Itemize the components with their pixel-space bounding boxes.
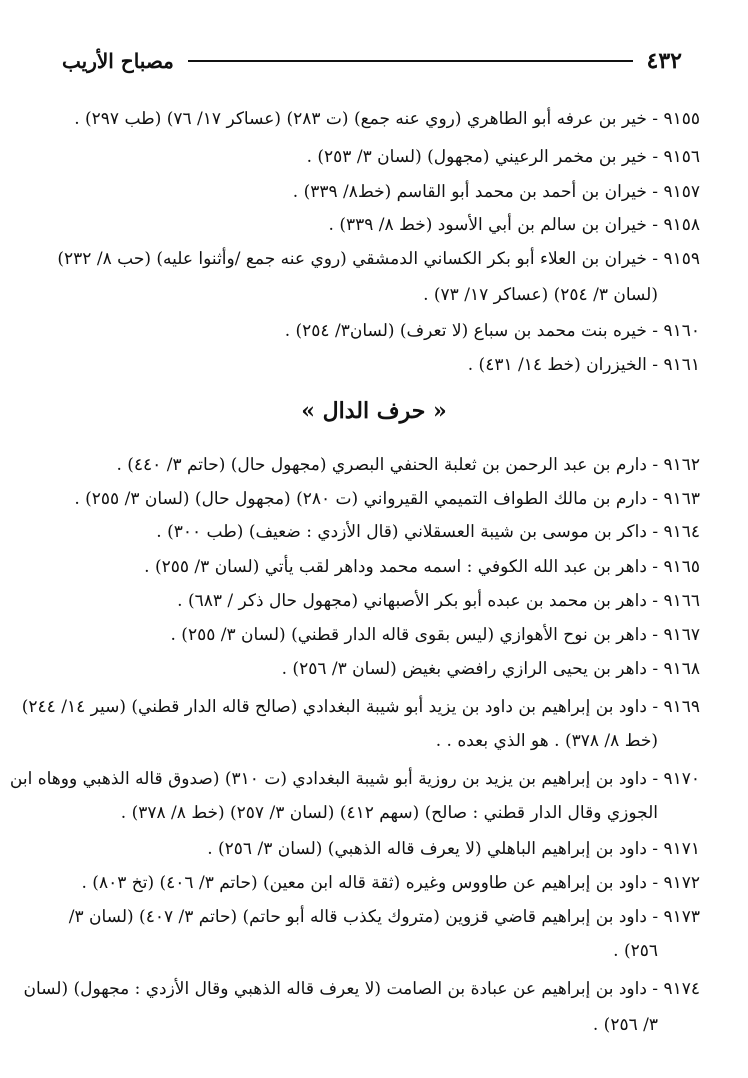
entry-9166: ٩١٦٦ - داهر بن محمد بن عبده أبو بكر الأصبهاني (مجهول حال ذكر / ٦٨٣) . <box>177 591 700 611</box>
entry-9170-continued: الجوزي وقال الدار قطني : صالح) (سهم ٤١٢) (لسان ٣/ ٢٥٧) (خط ٨/ ٣٧٨) . <box>120 803 658 823</box>
entry-9174-continued: ٣/ ٢٥٦) . <box>592 1015 658 1035</box>
book-title: مصباح الأريب <box>62 49 174 73</box>
entry-9174: ٩١٧٤ - داود بن إبراهيم عن عبادة بن الصامت (لا يعرف قاله الذهبي وقال الأزدي : مجهول) (لسان <box>23 979 700 999</box>
entry-9162: ٩١٦٢ - دارم بن عبد الرحمن بن ثعلبة الحنفي البصري (مجهول حال) (حاتم ٣/ ٤٤٠) . <box>116 455 700 475</box>
page-header <box>62 44 682 78</box>
entry-9156: ٩١٥٦ - خير بن مخمر الرعيني (مجهول) (لسان ٣/ ٢٥٣) . <box>306 147 700 167</box>
entry-9169: ٩١٦٩ - داود بن إبراهيم بن داود بن يزيد أبو شيبة البغدادي (صالح قاله الدار قطني) (سير ١٤/ ٢٤٤) <box>21 697 700 717</box>
entry-9170: ٩١٧٠ - داود بن إبراهيم بن يزيد بن روزية أبو شيبة البغدادي (ت ٣١٠) (صدوق قاله الذهبي ووهاه ابن <box>9 769 700 789</box>
entry-9158: ٩١٥٨ - خيران بن سالم بن أبي الأسود (خط ٨/ ٣٣٩) . <box>328 215 700 235</box>
entry-9165: ٩١٦٥ - داهر بن عبد الله الكوفي : اسمه محمد وداهر لقب يأتي (لسان ٣/ ٢٥٥) . <box>144 557 700 577</box>
entry-9155: ٩١٥٥ - خير بن عرفه أبو الطاهري (روي عنه جمع) (ت ٢٨٣) (عساكر ١٧/ ٧٦) (طب ٢٩٧) . <box>74 109 700 129</box>
page-number: ٤٣٢ <box>646 48 682 74</box>
entry-9164: ٩١٦٤ - داكر بن موسى بن شيبة العسقلاني (قال الأزدي : ضعيف) (طب ٣٠٠) . <box>156 522 700 542</box>
entry-9172: ٩١٧٢ - داود بن إبراهيم عن طاووس وغيره (ثقة قاله ابن معين) (حاتم ٣/ ٤٠٦) (تخ ٨٠٣) . <box>81 873 700 893</box>
entry-9159: ٩١٥٩ - خيران بن العلاء أبو بكر الكساني الدمشقي (روي عنه جمع /وأثنوا عليه) (حب ٨/ ٢٣٢) <box>57 249 700 269</box>
entry-9173-continued: ٢٥٦) . <box>613 941 658 961</box>
entry-9161: ٩١٦١ - الخيزران (خط ١٤/ ٤٣١) . <box>467 355 700 375</box>
entry-9169-continued: (خط ٨/ ٣٧٨) . هو الذي بعده . . <box>435 731 658 751</box>
entry-9157: ٩١٥٧ - خيران بن أحمد بن محمد أبو القاسم (خط٨/ ٣٣٩) . <box>292 182 700 202</box>
section-heading: « حرف الدال » <box>301 398 447 424</box>
entry-9171: ٩١٧١ - داود بن إبراهيم الباهلي (لا يعرف قاله الذهبي) (لسان ٣/ ٢٥٦) . <box>207 839 700 859</box>
entry-9160: ٩١٦٠ - خيره بنت محمد بن سباع (لا تعرف) (لسان٣/ ٢٥٤) . <box>284 321 700 341</box>
entry-9168: ٩١٦٨ - داهر بن يحيى الرازي رافضي بغيض (لسان ٣/ ٢٥٦) . <box>281 659 700 679</box>
entry-9163: ٩١٦٣ - دارم بن مالك الطواف التميمي القيرواني (ت ٢٨٠) (مجهول حال) (لسان ٣/ ٢٥٥) . <box>74 489 700 509</box>
header-rule <box>188 60 633 62</box>
entry-9159-continued: (لسان ٣/ ٢٥٤) (عساكر ١٧/ ٧٣) . <box>423 285 658 305</box>
entry-9173: ٩١٧٣ - داود بن إبراهيم قاضي قزوين (متروك يكذب قاله أبو حاتم) (حاتم ٣/ ٤٠٧) (لسان ٣/ <box>68 907 700 927</box>
entry-9167: ٩١٦٧ - داهر بن نوح الأهوازي (ليس بقوى قاله الدار قطني) (لسان ٣/ ٢٥٥) . <box>170 625 700 645</box>
